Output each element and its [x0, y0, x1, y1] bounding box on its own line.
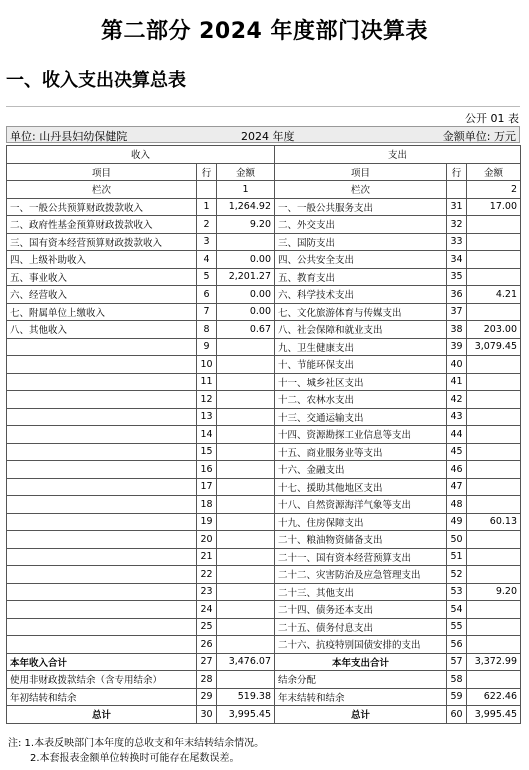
expense-item-cell: 十八、自然资源海洋气象等支出 — [275, 496, 447, 514]
table-row — [7, 566, 521, 584]
expense-line-cell: 37 — [447, 303, 467, 321]
note-1: 注: 1.本表反映部门本年度的总收支和年末结转结余情况。 — [8, 738, 265, 749]
table-row — [7, 373, 521, 391]
expense-amount-cell — [467, 391, 521, 409]
income-amount-cell: 3,995.45 — [217, 706, 275, 724]
note-2: 2.本套报表金额单位转换时可能存在尾数误差。 — [30, 753, 240, 764]
income-item-cell — [7, 636, 197, 654]
expense-amount-cell — [467, 408, 521, 426]
expense-amount-cell: 3,079.45 — [467, 338, 521, 356]
income-item-cell — [7, 391, 197, 409]
expense-item-cell: 五、教育支出 — [275, 268, 447, 286]
income-line-cell: 22 — [197, 566, 217, 584]
income-item-cell — [7, 356, 197, 374]
table-row — [7, 338, 521, 356]
expense-item-cell: 十、节能环保支出 — [275, 356, 447, 374]
table-row — [7, 496, 521, 514]
year-label: 2024 年度 — [241, 130, 295, 143]
income-line-cell: 1 — [197, 198, 217, 216]
header-row-index — [7, 181, 521, 199]
income-line-cell: 30 — [197, 706, 217, 724]
expense-line-cell: 32 — [447, 216, 467, 234]
table-row — [7, 303, 521, 321]
expense-item-cell: 二十四、债务还本支出 — [275, 601, 447, 619]
table-row — [7, 706, 521, 724]
expense-line-cell: 57 — [447, 653, 467, 671]
income-amount-cell: 0.00 — [217, 251, 275, 269]
table-row — [7, 321, 521, 339]
expense-amount-cell: 17.00 — [467, 198, 521, 216]
income-amount-cell — [217, 601, 275, 619]
income-amount-cell — [217, 618, 275, 636]
expense-item-cell: 二十、粮油物资储备支出 — [275, 531, 447, 549]
table-row — [7, 583, 521, 601]
income-item-cell: 总计 — [7, 706, 197, 724]
income-amount-cell — [217, 531, 275, 549]
income-item-cell — [7, 618, 197, 636]
expense-amount-cell: 3,995.45 — [467, 706, 521, 724]
expense-amount-cell — [467, 216, 521, 234]
expense-line-cell: 38 — [447, 321, 467, 339]
income-item-cell: 使用非财政拨款结余（含专用结余） — [7, 671, 197, 689]
income-amount-cell — [217, 671, 275, 689]
income-amount-header: 金额 — [217, 163, 275, 181]
expense-amount-cell — [467, 233, 521, 251]
income-expense-table — [6, 145, 521, 724]
expense-line-cell: 49 — [447, 513, 467, 531]
expense-line-cell: 35 — [447, 268, 467, 286]
table-row — [7, 548, 521, 566]
expense-item-cell: 十四、资源勘探工业信息等支出 — [275, 426, 447, 444]
income-column-label: 栏次 — [7, 181, 197, 199]
income-line-cell: 28 — [197, 671, 217, 689]
expense-line-cell: 42 — [447, 391, 467, 409]
section-title: 一、收入支出决算总表 — [6, 70, 186, 91]
income-line-cell: 9 — [197, 338, 217, 356]
expense-item-cell: 十六、金融支出 — [275, 461, 447, 479]
table-row — [7, 636, 521, 654]
income-item-cell — [7, 496, 197, 514]
expense-amount-cell — [467, 601, 521, 619]
expense-amount-cell — [467, 303, 521, 321]
expense-amount-cell — [467, 548, 521, 566]
expense-item-cell: 十九、住房保障支出 — [275, 513, 447, 531]
income-amount-cell — [217, 356, 275, 374]
income-item-cell: 五、事业收入 — [7, 268, 197, 286]
income-line-cell: 4 — [197, 251, 217, 269]
expense-line-cell: 33 — [447, 233, 467, 251]
income-item-cell: 六、经营收入 — [7, 286, 197, 304]
table-row — [7, 286, 521, 304]
income-amount-cell: 0.00 — [217, 303, 275, 321]
income-item-cell — [7, 373, 197, 391]
expense-item-cell: 二、外交支出 — [275, 216, 447, 234]
income-amount-cell — [217, 513, 275, 531]
expense-amount-cell — [467, 356, 521, 374]
income-amount-cell — [217, 636, 275, 654]
expense-column-label: 栏次 — [275, 181, 447, 199]
income-item-cell — [7, 408, 197, 426]
expense-item-cell: 总计 — [275, 706, 447, 724]
table-row — [7, 233, 521, 251]
expense-amount-cell — [467, 566, 521, 584]
expense-amount-cell — [467, 531, 521, 549]
header-row-sides — [7, 146, 521, 164]
table-row — [7, 216, 521, 234]
income-line-cell: 24 — [197, 601, 217, 619]
expense-item-cell: 二十六、抗疫特别国债安排的支出 — [275, 636, 447, 654]
income-line-cell: 8 — [197, 321, 217, 339]
expense-line-cell: 41 — [447, 373, 467, 391]
income-amount-cell: 1,264.92 — [217, 198, 275, 216]
table-row — [7, 688, 521, 706]
income-line-cell: 19 — [197, 513, 217, 531]
expense-line-cell: 40 — [447, 356, 467, 374]
expense-item-cell: 十一、城乡社区支出 — [275, 373, 447, 391]
expense-amount-cell: 203.00 — [467, 321, 521, 339]
income-item-cell: 一、一般公共预算财政拨款收入 — [7, 198, 197, 216]
expense-amount-cell: 4.21 — [467, 286, 521, 304]
table-row — [7, 461, 521, 479]
table-row — [7, 618, 521, 636]
expense-line-cell: 36 — [447, 286, 467, 304]
expense-line-cell: 60 — [447, 706, 467, 724]
income-amount-cell: 2,201.27 — [217, 268, 275, 286]
income-line-cell: 14 — [197, 426, 217, 444]
income-amount-cell — [217, 338, 275, 356]
income-amount-cell — [217, 583, 275, 601]
table-row — [7, 478, 521, 496]
income-item-cell: 二、政府性基金预算财政拨款收入 — [7, 216, 197, 234]
income-item-cell — [7, 461, 197, 479]
expense-item-cell: 年末结转和结余 — [275, 688, 447, 706]
table-row — [7, 426, 521, 444]
income-line-cell: 12 — [197, 391, 217, 409]
expense-item-cell: 十七、援助其他地区支出 — [275, 478, 447, 496]
expense-line-cell: 47 — [447, 478, 467, 496]
expense-item-cell: 九、卫生健康支出 — [275, 338, 447, 356]
unit-row — [6, 126, 520, 143]
income-line-header: 行 — [197, 163, 217, 181]
expense-header: 支出 — [275, 146, 521, 164]
header-row-columns — [7, 163, 521, 181]
table-row — [7, 198, 521, 216]
expense-line-cell: 43 — [447, 408, 467, 426]
expense-line-cell: 52 — [447, 566, 467, 584]
expense-item-cell: 二十二、灾害防治及应急管理支出 — [275, 566, 447, 584]
expense-amount-cell — [467, 496, 521, 514]
expense-item-cell: 四、公共安全支出 — [275, 251, 447, 269]
unit-label: 单位: 山丹县妇幼保健院 — [10, 130, 128, 143]
expense-line-cell: 44 — [447, 426, 467, 444]
income-line-cell: 13 — [197, 408, 217, 426]
income-item-cell — [7, 478, 197, 496]
expense-item-cell: 二十五、债务付息支出 — [275, 618, 447, 636]
page-title: 第二部分 2024 年度部门决算表 — [100, 19, 429, 44]
income-line-cell: 17 — [197, 478, 217, 496]
expense-line-cell: 55 — [447, 618, 467, 636]
income-amount-cell: 0.67 — [217, 321, 275, 339]
income-item-cell — [7, 548, 197, 566]
expense-amount-cell — [467, 426, 521, 444]
income-line-cell: 20 — [197, 531, 217, 549]
table-row — [7, 268, 521, 286]
income-line-cell: 3 — [197, 233, 217, 251]
expense-amount-cell — [467, 618, 521, 636]
expense-line-cell: 54 — [447, 601, 467, 619]
expense-amount-cell — [467, 443, 521, 461]
income-item-cell: 年初结转和结余 — [7, 688, 197, 706]
table-row — [7, 513, 521, 531]
expense-item-cell: 十五、商业服务业等支出 — [275, 443, 447, 461]
income-item-cell — [7, 443, 197, 461]
expense-line-cell: 34 — [447, 251, 467, 269]
expense-amount-cell — [467, 671, 521, 689]
table-row — [7, 653, 521, 671]
expense-column-number: 2 — [467, 181, 521, 199]
expense-amount-cell — [467, 268, 521, 286]
money-unit-label: 金额单位: 万元 — [442, 130, 516, 143]
income-item-cell — [7, 566, 197, 584]
expense-line-cell: 39 — [447, 338, 467, 356]
expense-item-header: 项目 — [275, 163, 447, 181]
income-line-cell: 29 — [197, 688, 217, 706]
income-item-cell — [7, 426, 197, 444]
expense-line-cell: 31 — [447, 198, 467, 216]
expense-item-cell: 二十一、国有资本经营预算支出 — [275, 548, 447, 566]
expense-amount-cell — [467, 461, 521, 479]
income-amount-cell — [217, 496, 275, 514]
income-line-cell: 2 — [197, 216, 217, 234]
income-line-index — [197, 181, 217, 199]
table-row — [7, 671, 521, 689]
table-row — [7, 356, 521, 374]
income-line-cell: 11 — [197, 373, 217, 391]
table-row — [7, 443, 521, 461]
income-amount-cell — [217, 233, 275, 251]
expense-item-cell: 二十三、其他支出 — [275, 583, 447, 601]
income-amount-cell: 3,476.07 — [217, 653, 275, 671]
expense-line-index — [447, 181, 467, 199]
income-amount-cell: 0.00 — [217, 286, 275, 304]
income-line-cell: 6 — [197, 286, 217, 304]
income-line-cell: 10 — [197, 356, 217, 374]
table-row — [7, 251, 521, 269]
expense-amount-cell — [467, 636, 521, 654]
form-number: 公开 01 表 — [465, 112, 519, 125]
income-amount-cell — [217, 373, 275, 391]
expense-line-cell: 48 — [447, 496, 467, 514]
notes — [8, 736, 264, 766]
expense-item-cell: 八、社会保障和就业支出 — [275, 321, 447, 339]
expense-line-cell: 50 — [447, 531, 467, 549]
expense-line-cell: 56 — [447, 636, 467, 654]
income-amount-cell — [217, 426, 275, 444]
expense-line-cell: 46 — [447, 461, 467, 479]
expense-item-cell: 三、国防支出 — [275, 233, 447, 251]
income-line-cell: 18 — [197, 496, 217, 514]
expense-item-cell: 十三、交通运输支出 — [275, 408, 447, 426]
expense-line-cell: 58 — [447, 671, 467, 689]
expense-amount-cell: 9.20 — [467, 583, 521, 601]
income-line-cell: 15 — [197, 443, 217, 461]
income-amount-cell — [217, 478, 275, 496]
expense-item-cell: 本年支出合计 — [275, 653, 447, 671]
income-amount-cell — [217, 548, 275, 566]
expense-line-cell: 53 — [447, 583, 467, 601]
table-caption-area — [6, 106, 520, 121]
expense-amount-cell: 60.13 — [467, 513, 521, 531]
income-item-cell: 八、其他收入 — [7, 321, 197, 339]
income-amount-cell: 519.38 — [217, 688, 275, 706]
expense-line-cell: 45 — [447, 443, 467, 461]
expense-line-cell: 51 — [447, 548, 467, 566]
expense-item-cell: 十二、农林水支出 — [275, 391, 447, 409]
income-line-cell: 21 — [197, 548, 217, 566]
income-item-cell: 七、附属单位上缴收入 — [7, 303, 197, 321]
income-amount-cell — [217, 461, 275, 479]
expense-line-cell: 59 — [447, 688, 467, 706]
income-amount-cell — [217, 391, 275, 409]
expense-item-cell: 结余分配 — [275, 671, 447, 689]
expense-amount-cell — [467, 478, 521, 496]
income-column-number: 1 — [217, 181, 275, 199]
expense-amount-cell — [467, 251, 521, 269]
income-item-cell — [7, 531, 197, 549]
expense-amount-cell — [467, 373, 521, 391]
expense-item-cell: 七、文化旅游体育与传媒支出 — [275, 303, 447, 321]
income-item-cell — [7, 601, 197, 619]
income-item-cell: 四、上级补助收入 — [7, 251, 197, 269]
income-line-cell: 26 — [197, 636, 217, 654]
income-line-cell: 16 — [197, 461, 217, 479]
income-line-cell: 5 — [197, 268, 217, 286]
expense-amount-header: 金额 — [467, 163, 521, 181]
expense-amount-cell: 3,372.99 — [467, 653, 521, 671]
income-amount-cell — [217, 566, 275, 584]
income-item-cell — [7, 338, 197, 356]
income-line-cell: 23 — [197, 583, 217, 601]
table-row — [7, 531, 521, 549]
income-amount-cell: 9.20 — [217, 216, 275, 234]
income-line-cell: 25 — [197, 618, 217, 636]
income-item-cell — [7, 583, 197, 601]
income-amount-cell — [217, 408, 275, 426]
income-item-cell: 三、国有资本经营预算财政拨款收入 — [7, 233, 197, 251]
expense-line-header: 行 — [447, 163, 467, 181]
expense-item-cell: 六、科学技术支出 — [275, 286, 447, 304]
table-row — [7, 391, 521, 409]
table-row — [7, 408, 521, 426]
table-row — [7, 601, 521, 619]
income-header: 收入 — [7, 146, 275, 164]
income-amount-cell — [217, 443, 275, 461]
income-line-cell: 7 — [197, 303, 217, 321]
income-item-cell — [7, 513, 197, 531]
expense-item-cell: 一、一般公共服务支出 — [275, 198, 447, 216]
income-line-cell: 27 — [197, 653, 217, 671]
income-item-cell: 本年收入合计 — [7, 653, 197, 671]
expense-amount-cell: 622.46 — [467, 688, 521, 706]
income-item-header: 项目 — [7, 163, 197, 181]
